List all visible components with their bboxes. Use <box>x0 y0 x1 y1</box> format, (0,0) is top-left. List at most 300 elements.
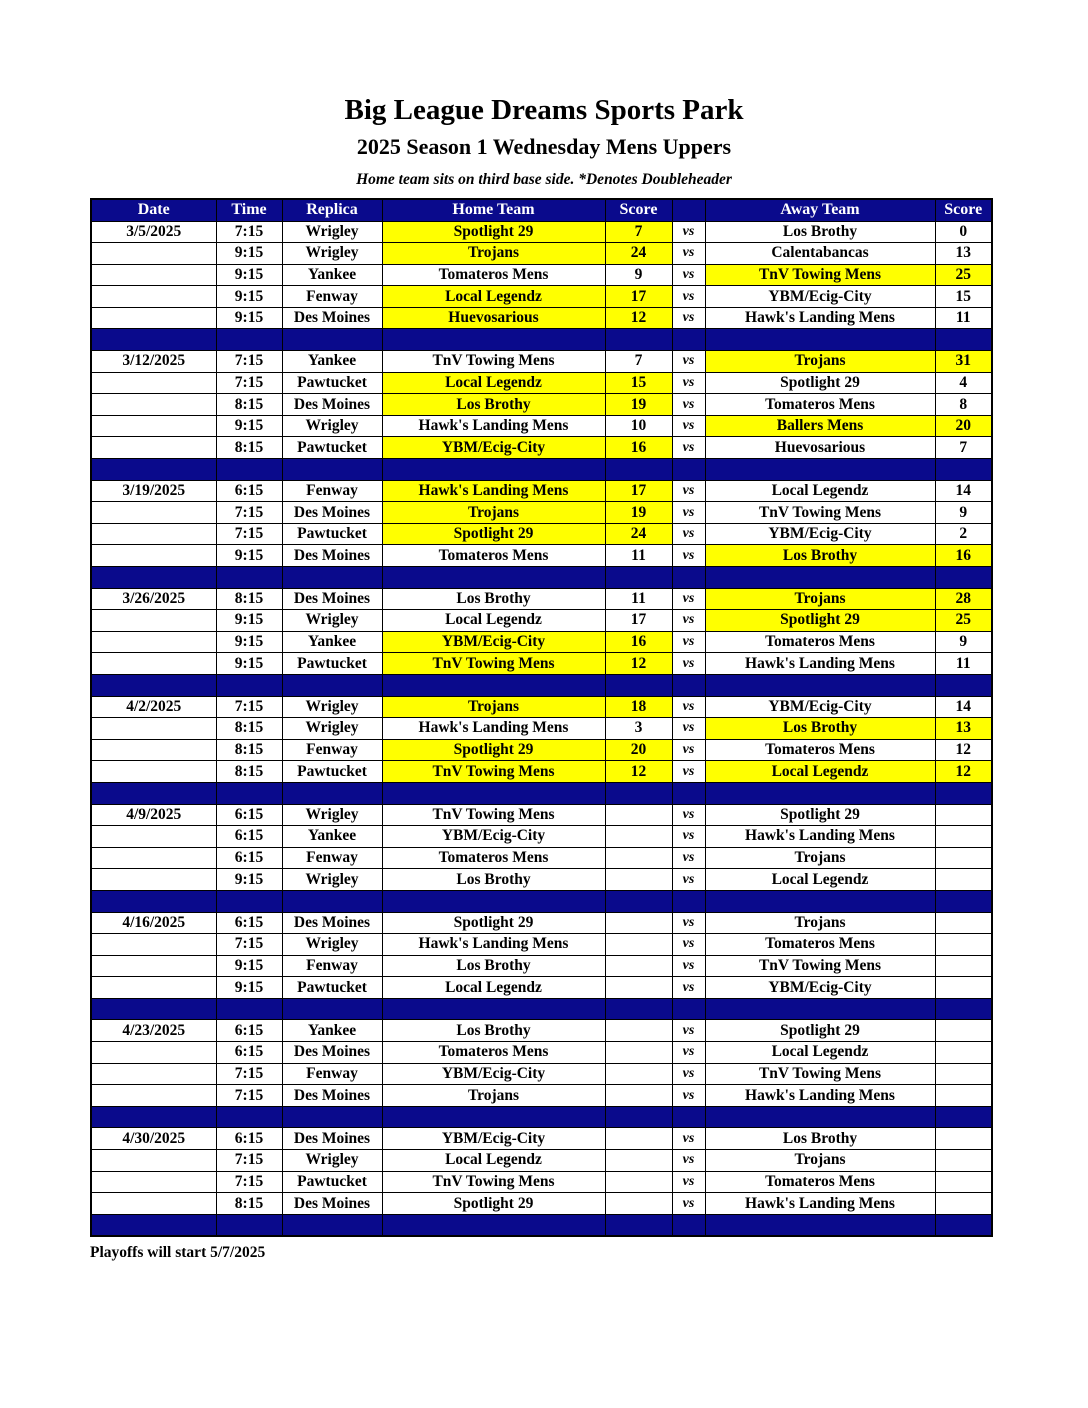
away-team-cell: TnV Towing Mens <box>705 264 935 286</box>
replica-cell: Wrigley <box>282 696 382 718</box>
replica-cell: Wrigley <box>282 610 382 632</box>
footer-note: Playoffs will start 5/7/2025 <box>90 1243 266 1261</box>
separator-cell <box>91 459 216 481</box>
away-team-cell: Hawk's Landing Mens <box>705 1193 935 1215</box>
away-score-cell: 25 <box>935 610 992 632</box>
table-row <box>91 1042 992 1064</box>
time-cell: 8:15 <box>216 739 282 761</box>
table-row <box>91 804 992 826</box>
replica-cell: Fenway <box>282 480 382 502</box>
separator-cell <box>705 782 935 804</box>
separator-row <box>91 998 992 1020</box>
away-team-cell: Trojans <box>705 588 935 610</box>
date-cell <box>91 1085 216 1107</box>
vs-cell: vs <box>672 523 705 545</box>
away-team-cell: Calentabancas <box>705 243 935 265</box>
separator-cell <box>705 567 935 589</box>
replica-cell: Des Moines <box>282 1042 382 1064</box>
vs-cell: vs <box>672 415 705 437</box>
home-team-cell: YBM/Ecig-City <box>382 1128 605 1150</box>
replica-cell: Fenway <box>282 739 382 761</box>
vs-cell: vs <box>672 1171 705 1193</box>
vs-cell: vs <box>672 955 705 977</box>
separator-row <box>91 1214 992 1236</box>
away-score-cell <box>935 1193 992 1215</box>
vs-cell: vs <box>672 221 705 243</box>
replica-cell: Wrigley <box>282 804 382 826</box>
table-row <box>91 847 992 869</box>
away-score-cell <box>935 1063 992 1085</box>
replica-cell: Wrigley <box>282 934 382 956</box>
vs-cell: vs <box>672 631 705 653</box>
home-team-cell: Los Brothy <box>382 869 605 891</box>
separator-cell <box>672 782 705 804</box>
time-cell: 9:15 <box>216 955 282 977</box>
away-team-cell: Tomateros Mens <box>705 739 935 761</box>
vs-cell: vs <box>672 869 705 891</box>
vs-cell: vs <box>672 372 705 394</box>
away-score-cell: 9 <box>935 502 992 524</box>
away-score-cell: 7 <box>935 437 992 459</box>
column-header-home-score: Score <box>605 199 672 221</box>
date-cell <box>91 1171 216 1193</box>
vs-cell: vs <box>672 1063 705 1085</box>
table-row <box>91 415 992 437</box>
table-row <box>91 955 992 977</box>
home-team-cell: Tomateros Mens <box>382 1042 605 1064</box>
separator-cell <box>282 890 382 912</box>
away-team-cell: Trojans <box>705 847 935 869</box>
away-team-cell: Los Brothy <box>705 718 935 740</box>
home-team-cell: Huevosarious <box>382 307 605 329</box>
table-row <box>91 653 992 675</box>
time-cell: 7:15 <box>216 351 282 373</box>
separator-cell <box>672 459 705 481</box>
vs-cell: vs <box>672 264 705 286</box>
separator-row <box>91 1106 992 1128</box>
replica-cell: Des Moines <box>282 1193 382 1215</box>
home-score-cell: 7 <box>605 221 672 243</box>
separator-cell <box>672 329 705 351</box>
vs-cell: vs <box>672 1128 705 1150</box>
separator-cell <box>382 998 605 1020</box>
separator-cell <box>935 1106 992 1128</box>
home-score-cell <box>605 912 672 934</box>
table-row <box>91 523 992 545</box>
home-score-cell: 7 <box>605 351 672 373</box>
table-row <box>91 307 992 329</box>
home-team-cell: TnV Towing Mens <box>382 804 605 826</box>
home-score-cell <box>605 1063 672 1085</box>
time-cell: 6:15 <box>216 804 282 826</box>
time-cell: 8:15 <box>216 394 282 416</box>
away-score-cell: 9 <box>935 631 992 653</box>
time-cell: 7:15 <box>216 696 282 718</box>
date-cell <box>91 718 216 740</box>
home-score-cell: 17 <box>605 480 672 502</box>
separator-cell <box>382 459 605 481</box>
table-row <box>91 372 992 394</box>
replica-cell: Pawtucket <box>282 523 382 545</box>
replica-cell: Yankee <box>282 351 382 373</box>
vs-cell: vs <box>672 351 705 373</box>
replica-cell: Wrigley <box>282 869 382 891</box>
home-score-cell: 17 <box>605 286 672 308</box>
away-score-cell <box>935 1042 992 1064</box>
separator-cell <box>91 782 216 804</box>
home-score-cell: 19 <box>605 394 672 416</box>
home-team-cell: YBM/Ecig-City <box>382 437 605 459</box>
away-score-cell: 14 <box>935 480 992 502</box>
date-cell <box>91 415 216 437</box>
away-team-cell: Trojans <box>705 351 935 373</box>
separator-cell <box>216 674 282 696</box>
replica-cell: Yankee <box>282 631 382 653</box>
date-cell <box>91 1063 216 1085</box>
header-block <box>0 94 1088 189</box>
home-score-cell <box>605 1128 672 1150</box>
table-row <box>91 1193 992 1215</box>
home-team-cell: TnV Towing Mens <box>382 761 605 783</box>
away-team-cell: Trojans <box>705 1150 935 1172</box>
separator-cell <box>605 329 672 351</box>
home-team-cell: Local Legendz <box>382 610 605 632</box>
home-score-cell: 16 <box>605 437 672 459</box>
away-team-cell: Local Legendz <box>705 869 935 891</box>
time-cell: 9:15 <box>216 415 282 437</box>
away-score-cell <box>935 804 992 826</box>
column-header-vs <box>672 199 705 221</box>
vs-cell: vs <box>672 1193 705 1215</box>
date-cell <box>91 1150 216 1172</box>
date-cell: 3/26/2025 <box>91 588 216 610</box>
away-team-cell: Tomateros Mens <box>705 631 935 653</box>
home-team-cell: Trojans <box>382 1085 605 1107</box>
separator-cell <box>705 1214 935 1236</box>
date-cell <box>91 286 216 308</box>
vs-cell: vs <box>672 739 705 761</box>
home-score-cell: 20 <box>605 739 672 761</box>
vs-cell: vs <box>672 502 705 524</box>
vs-cell: vs <box>672 1085 705 1107</box>
home-team-cell: Spotlight 29 <box>382 739 605 761</box>
table-row <box>91 437 992 459</box>
replica-cell: Pawtucket <box>282 761 382 783</box>
separator-cell <box>216 329 282 351</box>
table-row <box>91 934 992 956</box>
date-cell <box>91 437 216 459</box>
date-cell <box>91 869 216 891</box>
date-cell <box>91 372 216 394</box>
separator-cell <box>216 782 282 804</box>
home-team-cell: Los Brothy <box>382 394 605 416</box>
separator-cell <box>935 782 992 804</box>
away-score-cell: 13 <box>935 718 992 740</box>
table-row <box>91 631 992 653</box>
separator-cell <box>605 998 672 1020</box>
separator-cell <box>672 567 705 589</box>
away-team-cell: YBM/Ecig-City <box>705 977 935 999</box>
away-team-cell: Hawk's Landing Mens <box>705 1085 935 1107</box>
column-header-away-score: Score <box>935 199 992 221</box>
home-score-cell: 19 <box>605 502 672 524</box>
separator-cell <box>91 998 216 1020</box>
date-cell <box>91 739 216 761</box>
home-score-cell: 12 <box>605 761 672 783</box>
vs-cell: vs <box>672 1020 705 1042</box>
table-row <box>91 826 992 848</box>
home-score-cell: 24 <box>605 243 672 265</box>
separator-cell <box>91 1106 216 1128</box>
away-score-cell: 2 <box>935 523 992 545</box>
home-score-cell: 16 <box>605 631 672 653</box>
home-score-cell <box>605 1085 672 1107</box>
away-score-cell: 20 <box>935 415 992 437</box>
home-team-cell: Trojans <box>382 502 605 524</box>
separator-cell <box>216 567 282 589</box>
away-score-cell <box>935 869 992 891</box>
vs-cell: vs <box>672 912 705 934</box>
table-row <box>91 221 992 243</box>
away-team-cell: Ballers Mens <box>705 415 935 437</box>
away-score-cell: 12 <box>935 739 992 761</box>
date-cell: 4/30/2025 <box>91 1128 216 1150</box>
home-score-cell <box>605 804 672 826</box>
home-score-cell <box>605 826 672 848</box>
separator-cell <box>672 890 705 912</box>
vs-cell: vs <box>672 243 705 265</box>
home-score-cell <box>605 934 672 956</box>
time-cell: 6:15 <box>216 826 282 848</box>
replica-cell: Fenway <box>282 955 382 977</box>
date-cell <box>91 243 216 265</box>
table-row <box>91 502 992 524</box>
table-row <box>91 394 992 416</box>
away-team-cell: YBM/Ecig-City <box>705 286 935 308</box>
separator-row <box>91 329 992 351</box>
away-score-cell <box>935 1128 992 1150</box>
vs-cell: vs <box>672 718 705 740</box>
date-cell <box>91 653 216 675</box>
separator-cell <box>705 329 935 351</box>
replica-cell: Wrigley <box>282 1150 382 1172</box>
home-score-cell <box>605 1193 672 1215</box>
vs-cell: vs <box>672 307 705 329</box>
separator-cell <box>282 329 382 351</box>
home-team-cell: Local Legendz <box>382 977 605 999</box>
table-row <box>91 869 992 891</box>
date-cell <box>91 955 216 977</box>
away-score-cell: 16 <box>935 545 992 567</box>
replica-cell: Des Moines <box>282 502 382 524</box>
separator-row <box>91 782 992 804</box>
home-score-cell: 11 <box>605 588 672 610</box>
separator-cell <box>935 890 992 912</box>
time-cell: 9:15 <box>216 610 282 632</box>
table-header <box>91 199 992 221</box>
time-cell: 9:15 <box>216 286 282 308</box>
column-header-date: Date <box>91 199 216 221</box>
time-cell: 6:15 <box>216 847 282 869</box>
separator-row <box>91 459 992 481</box>
home-team-cell: Hawk's Landing Mens <box>382 480 605 502</box>
separator-cell <box>935 567 992 589</box>
home-team-cell: Local Legendz <box>382 372 605 394</box>
separator-row <box>91 890 992 912</box>
vs-cell: vs <box>672 480 705 502</box>
table-row <box>91 912 992 934</box>
away-score-cell: 31 <box>935 351 992 373</box>
table-row <box>91 286 992 308</box>
away-score-cell: 14 <box>935 696 992 718</box>
home-score-cell <box>605 955 672 977</box>
home-team-cell: Spotlight 29 <box>382 912 605 934</box>
column-header-home-team: Home Team <box>382 199 605 221</box>
replica-cell: Pawtucket <box>282 1171 382 1193</box>
time-cell: 7:15 <box>216 372 282 394</box>
date-cell: 4/16/2025 <box>91 912 216 934</box>
replica-cell: Des Moines <box>282 307 382 329</box>
time-cell: 9:15 <box>216 869 282 891</box>
table-row <box>91 696 992 718</box>
away-team-cell: Tomateros Mens <box>705 394 935 416</box>
away-score-cell: 0 <box>935 221 992 243</box>
away-team-cell: Tomateros Mens <box>705 1171 935 1193</box>
home-score-cell: 24 <box>605 523 672 545</box>
table-row <box>91 718 992 740</box>
vs-cell: vs <box>672 934 705 956</box>
table-row <box>91 351 992 373</box>
away-score-cell <box>935 1020 992 1042</box>
time-cell: 9:15 <box>216 264 282 286</box>
replica-cell: Pawtucket <box>282 653 382 675</box>
date-cell <box>91 934 216 956</box>
away-score-cell <box>935 1085 992 1107</box>
separator-cell <box>382 890 605 912</box>
away-team-cell: Spotlight 29 <box>705 1020 935 1042</box>
date-cell <box>91 545 216 567</box>
column-header-away-team: Away Team <box>705 199 935 221</box>
table-row <box>91 977 992 999</box>
home-score-cell <box>605 1020 672 1042</box>
home-score-cell <box>605 1150 672 1172</box>
away-score-cell <box>935 847 992 869</box>
home-team-cell: Spotlight 29 <box>382 221 605 243</box>
vs-cell: vs <box>672 1150 705 1172</box>
table-row <box>91 610 992 632</box>
column-header-time: Time <box>216 199 282 221</box>
home-team-cell: Tomateros Mens <box>382 545 605 567</box>
separator-cell <box>672 674 705 696</box>
table-row <box>91 1085 992 1107</box>
away-score-cell: 11 <box>935 307 992 329</box>
time-cell: 7:15 <box>216 934 282 956</box>
date-cell <box>91 610 216 632</box>
replica-cell: Wrigley <box>282 718 382 740</box>
time-cell: 6:15 <box>216 1128 282 1150</box>
replica-cell: Wrigley <box>282 243 382 265</box>
time-cell: 8:15 <box>216 437 282 459</box>
vs-cell: vs <box>672 437 705 459</box>
home-score-cell: 11 <box>605 545 672 567</box>
time-cell: 7:15 <box>216 221 282 243</box>
table-row <box>91 1128 992 1150</box>
home-team-cell: Hawk's Landing Mens <box>382 415 605 437</box>
vs-cell: vs <box>672 653 705 675</box>
away-score-cell <box>935 1171 992 1193</box>
separator-cell <box>382 567 605 589</box>
time-cell: 9:15 <box>216 243 282 265</box>
time-cell: 9:15 <box>216 631 282 653</box>
separator-cell <box>382 674 605 696</box>
replica-cell: Des Moines <box>282 588 382 610</box>
away-team-cell: TnV Towing Mens <box>705 1063 935 1085</box>
vs-cell: vs <box>672 847 705 869</box>
time-cell: 7:15 <box>216 1171 282 1193</box>
home-team-cell: YBM/Ecig-City <box>382 826 605 848</box>
separator-cell <box>672 1214 705 1236</box>
date-cell <box>91 523 216 545</box>
date-cell <box>91 502 216 524</box>
replica-cell: Des Moines <box>282 545 382 567</box>
schedule-body <box>91 221 992 1236</box>
away-score-cell: 8 <box>935 394 992 416</box>
separator-cell <box>935 998 992 1020</box>
away-team-cell: TnV Towing Mens <box>705 955 935 977</box>
vs-cell: vs <box>672 394 705 416</box>
time-cell: 8:15 <box>216 761 282 783</box>
date-cell <box>91 631 216 653</box>
separator-cell <box>672 998 705 1020</box>
table-row <box>91 1171 992 1193</box>
home-team-cell: Hawk's Landing Mens <box>382 934 605 956</box>
away-score-cell <box>935 977 992 999</box>
separator-cell <box>935 1214 992 1236</box>
home-score-cell: 3 <box>605 718 672 740</box>
table-row <box>91 1063 992 1085</box>
away-team-cell: Tomateros Mens <box>705 934 935 956</box>
replica-cell: Pawtucket <box>282 977 382 999</box>
time-cell: 7:15 <box>216 502 282 524</box>
away-score-cell: 13 <box>935 243 992 265</box>
home-team-cell: Tomateros Mens <box>382 264 605 286</box>
away-score-cell: 4 <box>935 372 992 394</box>
separator-cell <box>605 1214 672 1236</box>
separator-cell <box>91 567 216 589</box>
replica-cell: Des Moines <box>282 394 382 416</box>
away-team-cell: YBM/Ecig-City <box>705 523 935 545</box>
separator-cell <box>382 1106 605 1128</box>
separator-cell <box>705 459 935 481</box>
time-cell: 9:15 <box>216 977 282 999</box>
replica-cell: Des Moines <box>282 912 382 934</box>
home-team-cell: YBM/Ecig-City <box>382 631 605 653</box>
away-score-cell <box>935 955 992 977</box>
home-score-cell <box>605 869 672 891</box>
separator-cell <box>605 890 672 912</box>
away-team-cell: Local Legendz <box>705 480 935 502</box>
separator-cell <box>605 674 672 696</box>
away-score-cell: 11 <box>935 653 992 675</box>
home-team-cell: Spotlight 29 <box>382 1193 605 1215</box>
separator-cell <box>282 567 382 589</box>
away-score-cell <box>935 826 992 848</box>
home-team-cell: Tomateros Mens <box>382 847 605 869</box>
separator-cell <box>605 1106 672 1128</box>
home-team-cell: Los Brothy <box>382 955 605 977</box>
separator-cell <box>91 674 216 696</box>
vs-cell: vs <box>672 545 705 567</box>
